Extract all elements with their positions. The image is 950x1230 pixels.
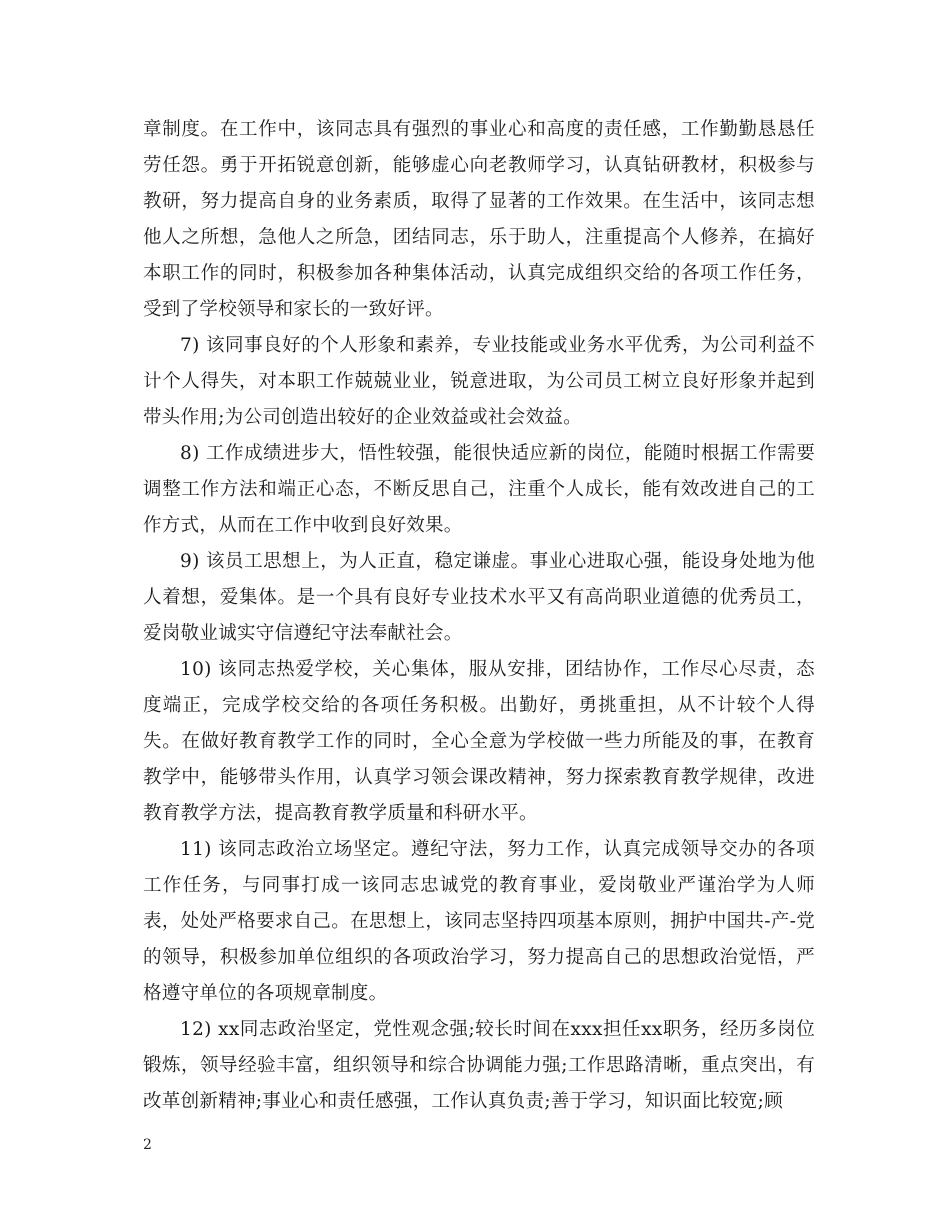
paragraph-item-8: 8) 工作成绩进步大，悟性较强，能很快适应新的岗位，能随时根据工作需要调整工作方法和端正心态，不断反思自己，注重个人成长，能有效改进自己的工作方式，从而在工作中收到良好效果。 [143, 443, 815, 536]
paragraph-item-12: 12) xx同志政治坚定，党性观念强;较长时间在xxx担任xx职务，经历多岗位锻炼，领导经验丰富，组织领导和综合协调能力强;工作思路清晰，重点突出，有改革创新精神;事业心和责任感强，工作认真负责;善于学习，知识面比较宽;顾 [143, 1019, 815, 1112]
paragraph-item-11: 11) 该同志政治立场坚定。遵纪守法，努力工作，认真完成领导交办的各项工作任务，与同事打成一该同志忠诚党的教育事业，爱岗敬业严谨治学为人师表，处处严格要求自己。在思想上，该同志坚持四项基本原则，拥护中国共-产-党的领导，积极参加单位组织的各项政治学习，努力提高自己的思想政治觉悟，严格遵守单位的各项规章制度。 [143, 839, 815, 1004]
paragraph-item-10: 10) 该同志热爱学校，关心集体，服从安排，团结协作，工作尽心尽责，态度端正，完成学校交给的各项任务积极。出勤好，勇挑重担，从不计较个人得失。在做好教育教学工作的同时，全心全意为学校做一些力所能及的事，在教育教学中，能够带头作用，认真学习领会课改精神，努力探索教育教学规律，改进教育教学方法，提高教育教学质量和科研水平。 [143, 659, 815, 824]
paragraph-item-9: 9) 该员工思想上，为人正直，稳定谦虚。事业心进取心强，能设身处地为他人着想，爱集体。是一个具有良好专业技术水平又有高尚职业道德的优秀员工，爱岗敬业诚实守信遵纪守法奉献社会。 [143, 551, 815, 644]
paragraph-item-7: 7) 该同事良好的个人形象和素养，专业技能或业务水平优秀，为公司利益不计个人得失，对本职工作兢兢业业，锐意进取，为公司员工树立良好形象并起到带头作用;为公司创造出较好的企业效益或社会效益。 [143, 335, 815, 428]
document-body [143, 112, 815, 1120]
page-number: 2 [143, 1137, 152, 1153]
paragraph-continuation: 章制度。在工作中，该同志具有强烈的事业心和高度的责任感，工作勤勤恳恳任劳任怨。勇于开拓锐意创新，能够虚心向老教师学习，认真钻研教材，积极参与教研，努力提高自身的业务素质，取得了显著的工作效果。在生活中，该同志想他人之所想，急他人之所急，团结同志，乐于助人，注重提高个人修养，在搞好本职工作的同时，积极参加各种集体活动，认真完成组织交给的各项工作任务，受到了学校领导和家长的一致好评。 [143, 119, 815, 320]
